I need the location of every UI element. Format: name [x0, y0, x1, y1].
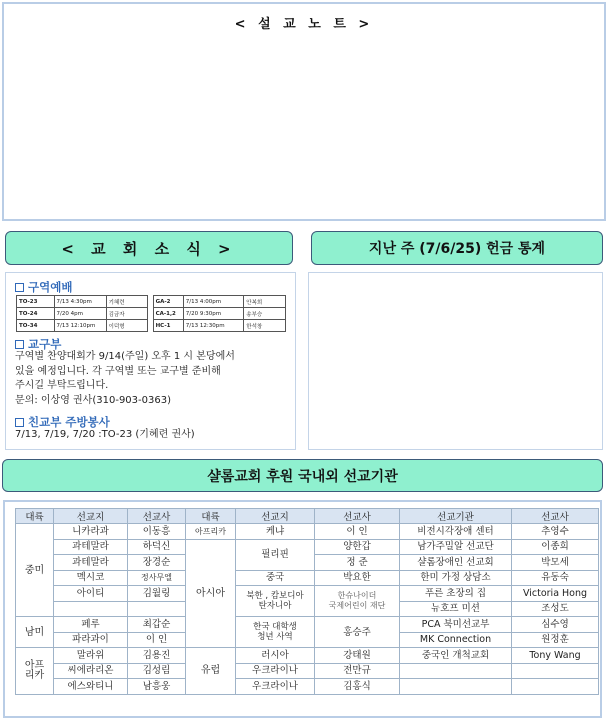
org-cell: 푸른 초장의 집 — [400, 586, 512, 602]
missionary-cell: 심수영 — [512, 617, 599, 633]
missionary-cell: Tony Wang — [512, 648, 599, 664]
district-time: 7/13 12:10pm — [54, 320, 106, 332]
fellowship-notice: 7/13, 7/19, 7/20 :TO-23 (기혜련 권사) — [15, 429, 195, 440]
missionary-cell — [512, 663, 599, 679]
header-missionary: 선교사 — [128, 509, 186, 524]
header-field: 선교지 — [236, 509, 315, 524]
missionary-cell: 이동흥 — [128, 524, 186, 540]
missions-table — [15, 508, 599, 695]
table-row — [16, 586, 599, 602]
missionary-cell — [512, 679, 599, 695]
district-code: HC-1 — [153, 320, 183, 332]
missionary-cell: Victoria Hong — [512, 586, 599, 602]
table-row — [16, 663, 599, 679]
field-cell: 멕시코 — [54, 570, 128, 586]
missionary-cell: 최갑순 — [128, 617, 186, 633]
missionary-cell: 김성림 — [128, 663, 186, 679]
table-row — [16, 539, 599, 555]
district-time: 7/13 4:00pm — [183, 296, 243, 308]
education-dept-label: 교구부 — [28, 337, 62, 351]
header-missionary: 선교사 — [315, 509, 400, 524]
missionary-cell: 추영수 — [512, 524, 599, 540]
region-central-america: 중미 — [16, 524, 54, 617]
field-cell: 필리핀 — [236, 539, 315, 570]
header-field: 선교지 — [54, 509, 128, 524]
education-notice — [15, 350, 290, 408]
district-code: TO-23 — [17, 296, 55, 308]
missionary-cell: 전만규 — [315, 663, 400, 679]
field-cell: 과테말라 — [54, 539, 128, 555]
missionary-cell: 하덕신 — [128, 539, 186, 555]
notice-line: 구역별 찬양대회가 9/14(주일) 오후 1 시 본당에서 — [15, 351, 235, 362]
district-host: 송부승 — [244, 308, 286, 320]
missionary-cell: 김월링 — [128, 586, 186, 602]
field-cell: 에스와티니 — [54, 679, 128, 695]
missionary-cell: 장경순 — [128, 555, 186, 571]
missionary-cell: 남흥웅 — [128, 679, 186, 695]
field-cell: 아이티 — [54, 586, 128, 602]
district-host: 기혜련 — [106, 296, 148, 308]
missionary-cell: 이 인 — [315, 524, 400, 540]
org-cell: 한미 가정 상담소 — [400, 570, 512, 586]
field-cell: 니카라과 — [54, 524, 128, 540]
district-code: CA-1,2 — [153, 308, 183, 320]
missions-box — [3, 500, 602, 718]
missionary-cell: 김홍식 — [315, 679, 400, 695]
org-cell — [400, 679, 512, 695]
field-cell — [54, 601, 128, 617]
field-cell: 우크라이나 — [236, 679, 315, 695]
district-worship-table — [16, 295, 286, 332]
district-time: 7/13 4:30pm — [54, 296, 106, 308]
org-cell: PCA 북미선교부 — [400, 617, 512, 633]
org-cell: MK Connection — [400, 632, 512, 648]
table-row — [16, 570, 599, 586]
header-continent: 대륙 — [16, 509, 54, 524]
missionary-cell: 한슈나이더 국제어린이 재단 — [315, 586, 400, 617]
header-organization: 선교기관 — [400, 509, 512, 524]
missionary-cell: 강태원 — [315, 648, 400, 664]
sermon-notes-title: < 설 교 노 트 > — [234, 17, 374, 32]
missionary-cell: 홍승주 — [315, 617, 400, 648]
field-cell: 중국 — [236, 570, 315, 586]
district-code: TO-34 — [17, 320, 55, 332]
field-cell: 파라과이 — [54, 632, 128, 648]
missionary-cell: 원정훈 — [512, 632, 599, 648]
district-host: 안복희 — [244, 296, 286, 308]
field-cell: 케냐 — [236, 524, 315, 540]
org-cell: 뉴호프 미션 — [400, 601, 512, 617]
table-row — [17, 320, 286, 332]
missionary-cell: 양한갑 — [315, 539, 400, 555]
checkbox-square-icon — [15, 340, 24, 349]
notice-contact: 문의: 이상영 권사(310-903-0363) — [15, 394, 171, 406]
org-cell: 비전시각장애 센터 — [400, 524, 512, 540]
field-cell: 말라위 — [54, 648, 128, 664]
org-cell — [400, 663, 512, 679]
missionary-cell: 박모세 — [512, 555, 599, 571]
notice-line: 주시길 부탁드립니다. — [15, 380, 109, 391]
org-cell: 중국인 개척교회 — [400, 648, 512, 664]
table-row — [16, 679, 599, 695]
fellowship-label: 친교부 주방봉사 — [28, 415, 110, 429]
field-cell: 페루 — [54, 617, 128, 633]
field-cell: 씨에라리온 — [54, 663, 128, 679]
table-row — [17, 296, 286, 308]
field-cell: 과테말라 — [54, 555, 128, 571]
org-cell: 샬롬장애인 선교회 — [400, 555, 512, 571]
district-code: GA-2 — [153, 296, 183, 308]
org-cell: 남가주밀알 선교단 — [400, 539, 512, 555]
checkbox-square-icon — [15, 418, 24, 427]
header-missionary: 선교사 — [512, 509, 599, 524]
offering-stats-box — [308, 272, 603, 450]
missionary-cell — [128, 601, 186, 617]
table-row — [16, 524, 599, 540]
table-row — [16, 648, 599, 664]
district-host: 이덕형 — [106, 320, 148, 332]
district-worship-label: 구역예배 — [28, 280, 73, 294]
missionary-cell: 정사무엘 — [128, 570, 186, 586]
region-africa: 아프 리카 — [16, 648, 54, 695]
missionary-cell: 김용진 — [128, 648, 186, 664]
missionary-cell: 정 준 — [315, 555, 400, 571]
church-news-header: < 교 회 소 식 > — [5, 231, 293, 265]
table-header-row — [16, 509, 599, 524]
missions-header: 샬롬교회 후원 국내외 선교기관 — [2, 459, 603, 492]
field-cell: 우크라이나 — [236, 663, 315, 679]
region-south-america: 남미 — [16, 617, 54, 648]
district-worship-heading — [15, 279, 72, 295]
sermon-notes-box — [2, 2, 606, 221]
missionary-cell: 유동숙 — [512, 570, 599, 586]
checkbox-square-icon — [15, 283, 24, 292]
offering-stats-header: 지난 주 (7/6/25) 헌금 통계 — [311, 231, 603, 265]
header-continent: 대륙 — [186, 509, 236, 524]
region-africa: 아프리카 — [186, 524, 236, 540]
field-cell: 북한 , 캄보디아 탄자니아 — [236, 586, 315, 617]
table-row — [16, 617, 599, 633]
church-news-box — [5, 272, 296, 450]
missionary-cell: 이 인 — [128, 632, 186, 648]
missionary-cell: 박요한 — [315, 570, 400, 586]
missionary-cell: 조성도 — [512, 601, 599, 617]
district-host: 김금자 — [106, 308, 148, 320]
missionary-cell: 이종희 — [512, 539, 599, 555]
region-asia: 아시아 — [186, 539, 236, 648]
district-time: 7/20 9:30pm — [183, 308, 243, 320]
district-code: TO-24 — [17, 308, 55, 320]
field-cell: 러시아 — [236, 648, 315, 664]
table-row — [17, 308, 286, 320]
district-time: 7/13 12:30pm — [183, 320, 243, 332]
field-cell: 한국 대학생 청년 사역 — [236, 617, 315, 648]
notice-line: 있을 예정입니다. 각 구역별 또는 교구별 준비해 — [15, 365, 221, 377]
region-europe: 유럽 — [186, 648, 236, 695]
district-time: 7/20 4pm — [54, 308, 106, 320]
district-host: 한석창 — [244, 320, 286, 332]
